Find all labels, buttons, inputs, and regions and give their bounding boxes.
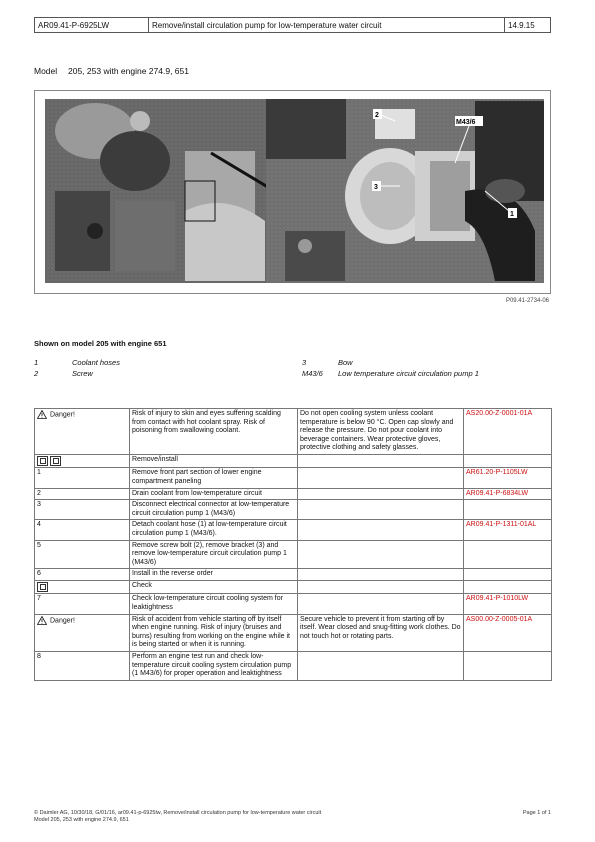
legend: [34, 358, 551, 380]
step-text: Install in the reverse order: [130, 569, 298, 581]
doc-date: 14.9.15: [508, 21, 535, 30]
doc-reference-link[interactable]: [464, 651, 552, 680]
step-note: [298, 540, 464, 569]
warning-icon: [37, 616, 47, 625]
step-number: 2: [35, 488, 130, 500]
danger-label: Danger!: [50, 411, 75, 419]
legend-num: 1: [34, 358, 39, 367]
page-number: Page 1 of 1: [522, 810, 551, 816]
legend-row: [34, 369, 551, 380]
step-number: 7: [35, 594, 130, 614]
step-text: Risk of accident from vehicle starting off by itself when engine running. Risk of injury (bruises and burns) resulting from working on the engine while it is being started or when it is running.: [130, 614, 298, 651]
shown-on-caption: Shown on model 205 with engine 651: [34, 339, 167, 348]
legend-num: 2: [34, 369, 39, 378]
step-note: [298, 580, 464, 593]
callout-3: 3: [374, 184, 378, 191]
table-row: [35, 594, 552, 614]
table-row: [35, 520, 552, 540]
left-photo: [45, 99, 267, 283]
doc-reference-link[interactable]: [464, 500, 552, 520]
table-row: [35, 454, 552, 467]
doc-reference-link[interactable]: AS00.00-Z-0005-01A: [464, 614, 552, 651]
step-text: Risk of injury to skin and eyes suffering scalding from contact with hot coolant spray. Risk of poisoning from swallowing coolant.: [130, 409, 298, 455]
danger-label: Danger!: [50, 616, 75, 624]
step-text: Remove screw bolt (2), remove bracket (3) and remove low-temperature circuit circulation pump 1 (M43/6): [130, 540, 298, 569]
model-label: Model: [34, 66, 58, 76]
doc-reference-link[interactable]: AR61.20-P-1105LW: [464, 468, 552, 488]
table-row: [35, 488, 552, 500]
right-photo: [266, 99, 544, 283]
step-number: 8: [35, 651, 130, 680]
callout-1: 1: [510, 211, 514, 218]
step-note: [298, 488, 464, 500]
danger-cell: [35, 409, 130, 455]
step-note: [298, 520, 464, 540]
warning-icon: [37, 410, 47, 419]
doc-reference-link[interactable]: [464, 569, 552, 581]
step-number: 1: [35, 468, 130, 488]
table-row: [35, 409, 552, 455]
section-label: Check: [130, 580, 298, 593]
step-number: 6: [35, 569, 130, 581]
step-text: Remove front part section of lower engine compartment paneling: [130, 468, 298, 488]
footer: [34, 810, 551, 824]
legend-row: [34, 358, 551, 369]
step-note: [298, 454, 464, 467]
callout-2: 2: [375, 112, 379, 119]
legend-text: Coolant hoses: [72, 358, 120, 367]
table-row: [35, 569, 552, 581]
step-number: 4: [35, 520, 130, 540]
step-note: [298, 468, 464, 488]
callout-m43-6: M43/6: [456, 119, 476, 126]
model-line: [34, 66, 189, 76]
step-text: Perform an engine test run and check low-temperature circuit cooling system circulation pump (1 M43/6) for proper operation and leaktightness: [130, 651, 298, 680]
doc-title: Remove/install circulation pump for low-temperature water circuit: [149, 18, 505, 32]
procedure-table: [34, 408, 552, 681]
footer-copyright: © Daimler AG, 10/30/18, G/01/16, ar09.41-p-6925lw, Remove/install circulation pump for low-temperature water circuit: [34, 810, 322, 816]
step-note: Secure vehicle to prevent it from starting off by itself. Wear closed and snug-fitting work clothes. Do not touch hot or rotating parts.: [298, 614, 464, 651]
doc-reference-link[interactable]: AR09.41-P-1311-01AL: [464, 520, 552, 540]
step-note: [298, 651, 464, 680]
doc-reference-link[interactable]: [464, 454, 552, 467]
step-note: [298, 569, 464, 581]
remove-install-icons: [35, 454, 130, 467]
figure-photos: [35, 91, 552, 295]
doc-id: AR09.41-P-6925LW: [35, 18, 149, 32]
doc-reference-link[interactable]: [464, 580, 552, 593]
step-number: 5: [35, 540, 130, 569]
step-note: [298, 500, 464, 520]
figure: [34, 90, 551, 294]
section-label: Remove/install: [130, 454, 298, 467]
step-text: Check low-temperature circuit cooling system for leaktightness: [130, 594, 298, 614]
step-text: Detach coolant hose (1) at low-temperature circuit circulation pump 1 (M43/6).: [130, 520, 298, 540]
install-icon: [50, 456, 61, 466]
table-row: [35, 468, 552, 488]
legend-text: Bow: [338, 358, 353, 367]
step-number: 3: [35, 500, 130, 520]
doc-reference-link[interactable]: [464, 540, 552, 569]
document-header: [34, 17, 551, 33]
table-row: [35, 651, 552, 680]
check-icon-cell: [35, 580, 130, 593]
step-text: Disconnect electrical connector at low-temperature circuit circulation pump 1 (M43/6): [130, 500, 298, 520]
model-value: 205, 253 with engine 274.9, 651: [68, 66, 189, 76]
legend-num: 3: [302, 358, 307, 367]
step-text: Drain coolant from low-temperature circuit: [130, 488, 298, 500]
doc-reference-link[interactable]: AS20.00-Z-0001-01A: [464, 409, 552, 455]
figure-reference: P09.41-2734-06: [505, 298, 549, 304]
danger-cell: [35, 614, 130, 651]
table-row: [35, 500, 552, 520]
remove-icon: [37, 456, 48, 466]
doc-reference-link[interactable]: AR09.41-P-1010LW: [464, 594, 552, 614]
check-icon: [37, 582, 48, 592]
legend-text: Screw: [72, 369, 93, 378]
doc-reference-link[interactable]: AR09.41-P-6834LW: [464, 488, 552, 500]
legend-text: Low temperature circuit circulation pump 1: [338, 369, 479, 378]
table-row: [35, 540, 552, 569]
table-row: [35, 580, 552, 593]
table-row: [35, 614, 552, 651]
footer-model: Model 205, 253 with engine 274.9, 651: [34, 817, 129, 823]
step-note: [298, 594, 464, 614]
legend-num: M43/6: [302, 369, 323, 378]
step-note: Do not open cooling system unless coolant temperature is below 90 °C. Open cap slowly and release the pressure. Do not pour coolant into beverage containers. Wear protective gloves, protective clothing and safety glasses.: [298, 409, 464, 455]
